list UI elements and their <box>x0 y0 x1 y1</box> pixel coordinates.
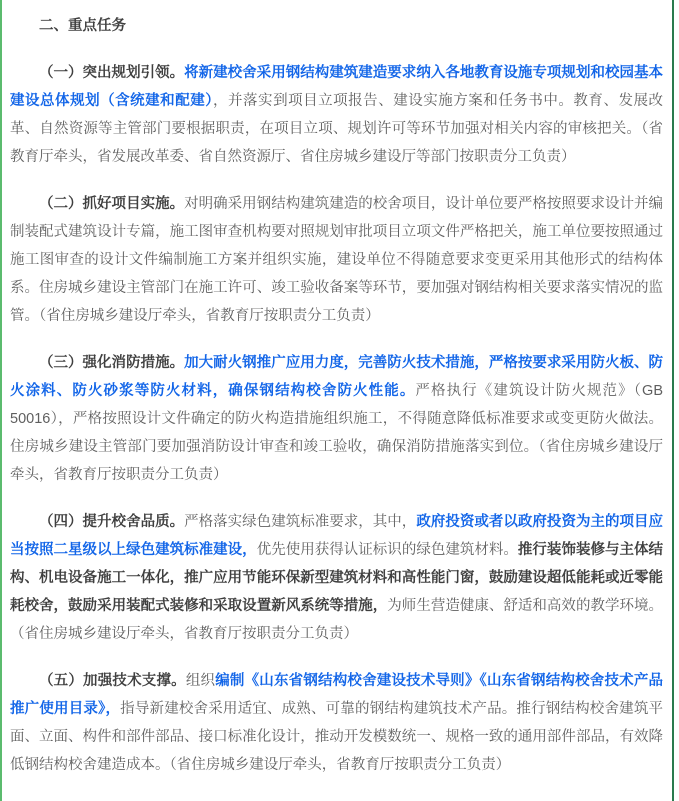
text-run-regular: 对明确采用钢结构建筑建造的校舍项目，设计单位要严格按照要求设计并编制装配式建筑设计专篇，施工图审查机构要对照规划审批项目立项文件严格把关，施工单位要按照通过施工图审查的设计文件编制施工方案并组织实施，建设单位不得随意要求变更采用其他形式的结构体系。住房城乡建设主管部门在施工许可、竣工验收备案等环节，要加强对钢结构相关要求落实情况的监管。（省住房城乡建设厅牵头，省教育厅按职责分工负责） <box>10 196 664 324</box>
text-run-bold: （一）突出规划引领。 <box>39 65 185 81</box>
text-run-blue: 编制《山东省钢结构校舍建设技术导则》《山东省钢结构校舍技术产品推广使用目录》， <box>10 673 664 717</box>
paragraphs <box>10 59 663 779</box>
text-run-bold: （三）强化消防措施。 <box>39 355 185 371</box>
paragraph <box>10 59 663 171</box>
text-run-blue: 政府投资或者以政府投资为主的项目应当按照二星级以上绿色建筑标准建设， <box>10 514 664 558</box>
text-run-regular: 组织 <box>185 673 216 689</box>
text-run-regular: 为师生营造健康、舒适和高效的教学环境。（省住房城乡建设厅牵头，省教育厅按职责分工负责） <box>10 598 663 642</box>
text-run-regular: 优先使用获得认证标识的绿色建筑材料。 <box>256 542 518 558</box>
text-run-bold: （五）加强技术支撑。 <box>39 673 186 689</box>
paragraph <box>10 190 663 330</box>
text-run-regular: 严格落实绿色建筑标准要求，其中， <box>184 514 417 530</box>
paragraph <box>10 508 663 648</box>
text-run-bold: （二）抓好项目实施。 <box>39 196 185 212</box>
text-run-regular: 严格执行《建筑设计防火规范》（GB 50016），严格按照设计文件确定的防火构造措施组织施工，不得随意降低标准要求或变更防火做法。住房城乡建设主管部门要加强消防设计审查和竣工验收，确保消防措施落实到位。（省住房城乡建设厅牵头，省教育厅按职责分工负责） <box>10 383 663 483</box>
text-run-regular: ，并落实到项目立项报告、建设实施方案和任务书中。教育、发展改革、自然资源等主管部门要根据职责，在项目立项、规划许可等环节加强对相关内容的审核把关。（省教育厅牵头，省发展改革委、省自然资源厅、省住房城乡建设厅等部门按职责分工负责） <box>10 93 664 165</box>
text-run-blue: 将新建校舍采用钢结构建筑建造要求纳入各地教育设施专项规划和校园基本建设总体规划（含统建和配建） <box>10 65 664 109</box>
paragraph <box>10 667 663 779</box>
paragraph <box>10 349 663 489</box>
text-run-bold: （四）提升校舍品质。 <box>39 514 185 530</box>
text-run-bold: 推行装饰装修与主体结构、机电设备施工一体化，推广应用节能环保新型建筑材料和高性能门窗，鼓励建设超低能耗或近零能耗校舍，鼓励采用装配式装修和采取设置新风系统等措施， <box>10 542 664 614</box>
text-run-blue: 加大耐火钢推广应用力度，完善防火技术措施，严格按要求采用防火板、防火涂料、防火砂浆等防火材料，确保钢结构校舍防火性能。 <box>10 355 664 399</box>
section-title: 二、重点任务 <box>39 18 126 34</box>
text-run-regular: 指导新建校舍采用适宜、成熟、可靠的钢结构建筑技术产品。推行钢结构校舍建筑平面、立面、构件和部件部品、接口标准化设计，推动开发模数统一、规格一致的通用部件部品，有效降低钢结构校舍建造成本。（省住房城乡建设厅牵头，省教育厅按职责分工负责） <box>10 701 664 773</box>
